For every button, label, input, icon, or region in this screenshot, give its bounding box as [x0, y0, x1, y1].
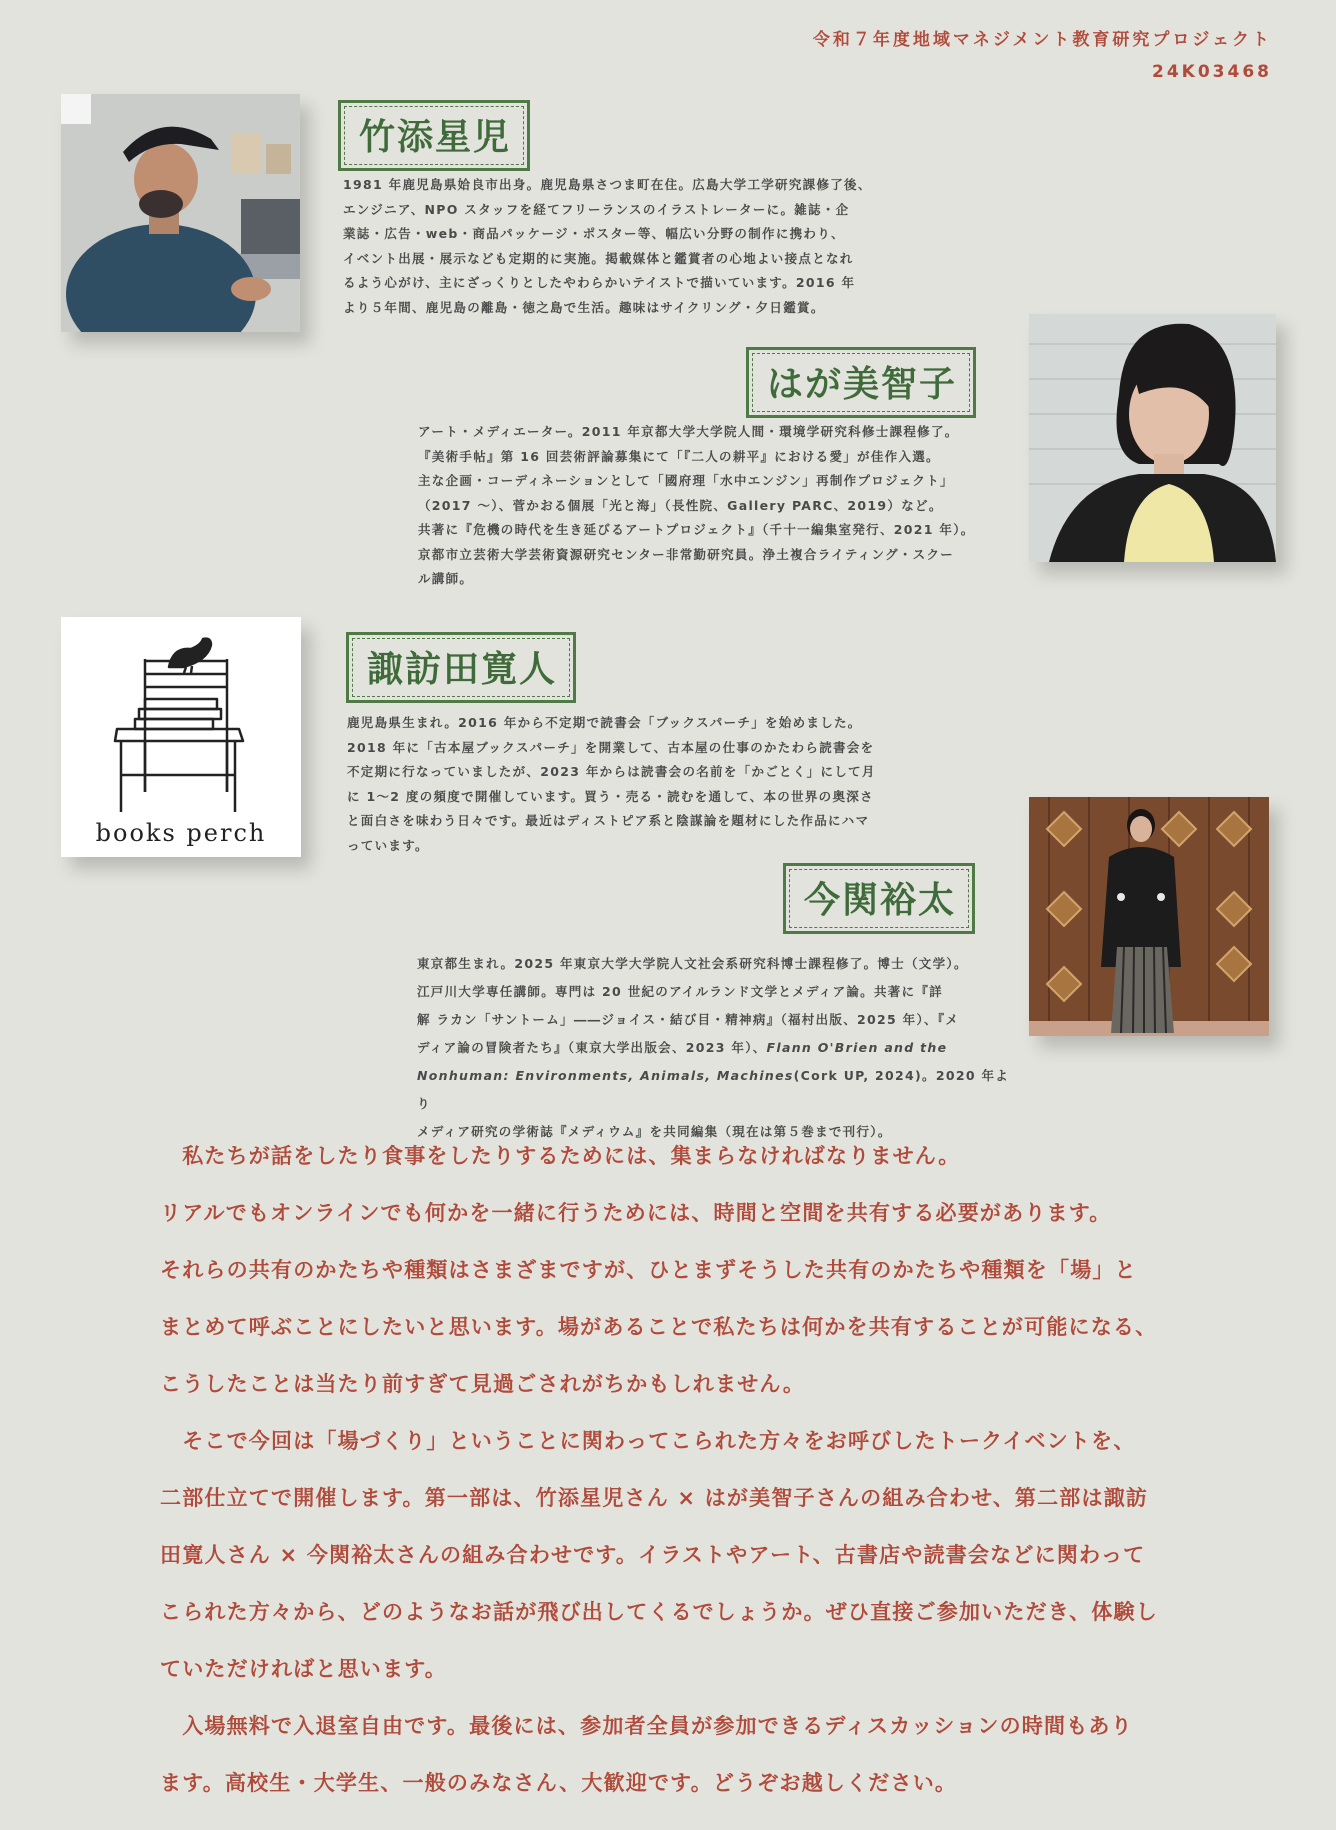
bio-text: ディア論の冒険者たち』（東京大学出版会、2023 年）、 [417, 1040, 767, 1055]
bio-suwata [347, 711, 927, 858]
name-takezoe: 竹添星児 [338, 100, 530, 171]
portrait-photo-haga [1029, 314, 1276, 562]
body-line: 私たちが話をしたり食事をしたりするためには、集まらなければなりません。 [160, 1144, 961, 1168]
bio-line: 東京都生まれ。2025 年東京大学大学院人文社会系研究科博士課程修了。博士（文学）。 [417, 956, 968, 971]
name-suwata: 諏訪田寛人 [346, 632, 576, 703]
bio-line: 2018 年に「古本屋ブックスパーチ」を開業して、古本屋の仕事のかたわら読書会を [347, 739, 875, 755]
project-code: 24K03468 [1152, 62, 1272, 82]
body-line: 田寛人さん × 今関裕太さんの組み合わせです。イラストやアート、古書店や読書会などに関わって [160, 1543, 1146, 1567]
bio-line [417, 1034, 1017, 1062]
bio-line: っています。 [347, 837, 429, 853]
bio-line: より５年間、鹿児島の離島・徳之島で生活。趣味はサイクリング・夕日鑑賞。 [343, 299, 825, 315]
bio-takezoe [343, 173, 913, 320]
event-description [160, 1128, 1200, 1812]
bio-italic-title: Flann O'Brien and the [766, 1040, 948, 1055]
bio-line: エンジニア、NPO スタッフを経てフリーランスのイラストレーターに。雑誌・企 [343, 201, 850, 217]
bio-line: ル講師。 [418, 571, 474, 586]
books-perch-logo [61, 617, 301, 857]
portrait-image [1029, 797, 1269, 1036]
project-title: 令和７年度地域マネジメント教育研究プロジェクト [812, 30, 1272, 50]
body-line: ていただければと思います。 [160, 1657, 447, 1681]
body-line: ます。高校生・大学生、一般のみなさん、大歓迎です。どうぞお越しください。 [160, 1771, 958, 1795]
bio-line: 解 ラカン「サントーム」――ジョイス・結び目・精神病』（福村出版、2025 年）、『メ [417, 1012, 960, 1027]
bio-line: と面白さを味わう日々です。最近はディストピア系と陰謀論を題材にした作品にハマ [347, 813, 870, 828]
body-line: 入場無料で入退室自由です。最後には、参加者全員が参加できるディスカッションの時間もあり [160, 1714, 1133, 1738]
bio-italic-title: Nonhuman: Environments, Animals, Machines [417, 1068, 794, 1083]
bio-line: に 1～2 度の頻度で開催しています。買う・売る・読むを通して、本の世界の奥深さ [347, 788, 874, 804]
bio-line: 『美術手帖』第 16 回芸術評論募集にて「『二人の耕平』における愛」が佳作入選。 [418, 448, 940, 464]
body-line: リアルでもオンラインでも何かを一緒に行うためには、時間と空間を共有する必要があります。 [160, 1201, 1112, 1225]
body-line: こうしたことは当たり前すぎて見過ごされがちかもしれません。 [160, 1372, 806, 1396]
bio-line: 不定期に行なっていましたが、2023 年からは読書会の名前を「かごとく」にして月 [347, 764, 876, 779]
body-line: それらの共有のかたちや種類はさまざまですが、ひとまずそうした共有のかたちや種類を「場」と [160, 1258, 1137, 1282]
portrait-photo-takezoe [61, 94, 300, 332]
bio-line: るよう心がけ、主にざっくりとしたやわらかいテイストで描いています。2016 年 [343, 275, 856, 290]
body-line: まとめて呼ぶことにしたいと思います。場があることで私たちは何かを共有することが可能になる、 [160, 1315, 1158, 1339]
logo-text: books perch [95, 819, 267, 847]
bio-line: 鹿児島県生まれ。2016 年から不定期で読書会「ブックスパーチ」を始めました。 [347, 715, 862, 730]
bio-line: 業誌・広告・web・商品パッケージ・ポスター等、幅広い分野の制作に携わり、 [343, 226, 845, 241]
bio-imazeki [417, 950, 1017, 1146]
body-line: こられた方々から、どのようなお話が飛び出してくるでしょうか。ぜひ直接ご参加いただき、体験し [160, 1600, 1158, 1624]
portrait-image [1029, 314, 1276, 562]
project-header [813, 24, 1272, 88]
name-haga: はが美智子 [746, 347, 976, 418]
name-imazeki: 今関裕太 [783, 863, 975, 934]
bio-line: 江戸川大学専任講師。専門は 20 世紀のアイルランド文学とメディア論。共著に『詳 [417, 984, 943, 999]
bio-line: 共著に『危機の時代を生き延びるアートプロジェクト』（千十一編集室発行、2021 年）。 [418, 522, 975, 537]
body-line: 二部仕立てで開催します。第一部は、竹添星児さん × はが美智子さんの組み合わせ、第二部は諏訪 [160, 1486, 1149, 1510]
portrait-photo-imazeki [1029, 797, 1269, 1036]
bio-line: （2017 ～）、菅かおる個展「光と海」（長性院、Gallery PARC、2019）など。 [418, 497, 943, 513]
bio-line: 1981 年鹿児島県姶良市出身。鹿児島県さつま町在住。広島大学工学研究課修了後、 [343, 177, 872, 192]
bio-line: 京都市立芸術大学芸術資源研究センター非常勤研究員。浄土複合ライティング・スクー [418, 546, 955, 562]
bio-line: イベント出展・展示なども定期的に実施。掲載媒体と鑑賞者の心地よい接点となれ [343, 250, 854, 266]
bio-line: メディア研究の学術誌『メディウム』を共同編集（現在は第５巻まで刊行）。 [417, 1124, 892, 1139]
bio-line: アート・メディエーター。2011 年京都大学大学院人間・環境学研究科修士課程修了。 [418, 424, 959, 439]
bio-line [417, 1062, 1017, 1118]
portrait-image [61, 94, 300, 332]
bio-haga [418, 420, 1018, 592]
bio-line: 主な企画・コーディネーションとして「國府理「水中エンジン」再制作プロジェクト」 [418, 473, 954, 488]
bio-text: (Cork UP, 2024)。2020 年より [417, 1068, 1010, 1111]
body-line: そこで今回は「場づくり」ということに関わってこられた方々をお呼びしたトークイベントを、 [160, 1429, 1136, 1453]
